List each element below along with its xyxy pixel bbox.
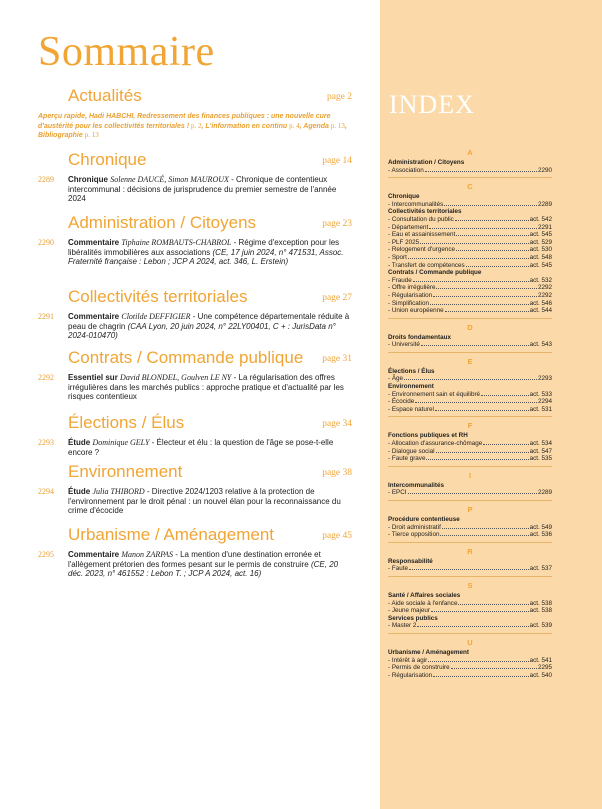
section [38,213,352,267]
article-title: - La mention d'une destination erronée et l'allègement prétorien des formes pesant sur le permis de construire [68,550,321,569]
section-header [38,525,352,547]
article-type: Commentaire [68,550,120,559]
index-entry[interactable] [388,201,552,209]
section-title[interactable]: Urbanisme / Aménagement [68,525,274,544]
index-entry-label: - Master 2 [388,622,417,630]
index-entry-ref: 2293 [537,375,552,383]
index-entry[interactable] [388,231,552,239]
index-entry[interactable] [388,607,552,615]
section-header [38,348,352,370]
article-number: 2292 [38,373,54,382]
index-entry[interactable] [388,600,552,608]
index-entry[interactable] [388,300,552,308]
section-page[interactable]: page 31 [322,354,352,364]
actualites-text: Aperçu rapide, Hadi HABCHI, Redressement des finances publiques : une nouvelle cure d'austérité pour les collectivités territoriales ! [38,113,331,130]
index-entry[interactable] [388,440,552,448]
index-entry-ref: 2295 [537,664,552,672]
index-entry-ref: act. 533 [529,390,552,398]
page-ref[interactable]: p. 2 [191,121,202,130]
article-authors: Clotilde DEFFIGIER [121,312,191,321]
article-number: 2290 [38,238,54,247]
article-authors: David BLONDEL, Goulven LE NY [120,373,232,382]
actualites-text: , Bibliographie [38,122,347,140]
section [38,150,352,204]
index-entry-label: - Aide sociale à l'enfance [388,599,458,607]
divider [388,633,552,634]
index-entry-ref: act. 539 [529,622,552,630]
leader-dots [428,661,528,662]
index-entry-ref: act. 537 [529,565,552,573]
section-title[interactable]: Administration / Citoyens [68,213,257,232]
index-topic: Urbanisme / Aménagement [388,648,469,656]
leader-dots [429,228,537,229]
index-entry-ref: 2289 [537,200,552,208]
index-entry[interactable] [388,246,552,254]
article-authors: Manon ZARPAS [121,550,173,559]
index-entry-ref: act. 534 [529,440,552,448]
article-number: 2291 [38,312,54,321]
index-letter: R [467,546,473,556]
index-entry-label: - Eau et assainissement [388,231,456,239]
index-entry[interactable] [388,254,552,262]
index-topic: Contrats / Commande publique [388,269,482,277]
section-header [38,287,352,309]
leader-dots [442,528,529,529]
leader-dots [415,402,537,403]
section-title[interactable]: Environnement [68,462,183,481]
index-entry[interactable] [388,664,552,672]
index-topic: Services publics [388,614,438,622]
index-entry-ref: act. 546 [529,299,552,307]
actualites-summary [38,113,352,141]
article-authors: Solenne DAUCÉ, Simon MAUROUX [110,175,229,184]
leader-dots [458,604,528,605]
article-title: - La régularisation des offres irrégulières dans les marchés publics : approche pratique et d'actualité par les risques contentieux [68,373,344,401]
index-letter: E [467,356,473,366]
index-entry[interactable] [388,262,552,270]
section [38,525,352,579]
index-entry-label: - Consultation du public [388,215,454,223]
index-entry-ref: act. 532 [529,276,552,284]
index-entry-label: - Allocation d'assurance-chômage [388,440,483,448]
section-title[interactable]: Élections / Élus [68,413,185,432]
index-entry-ref: act. 541 [529,656,552,664]
index-entry[interactable] [388,284,552,292]
section-page[interactable]: page 27 [322,293,352,303]
section-page[interactable]: page 38 [322,468,352,478]
index-entry[interactable] [388,239,552,247]
index-entry-ref: 2292 [537,291,552,299]
index-entry-ref: 2292 [537,284,552,292]
section [38,413,352,457]
leader-dots [433,296,537,297]
leader-dots [431,611,529,612]
divider [388,500,552,501]
index-entry[interactable] [388,216,552,224]
index-entry[interactable] [388,672,552,680]
leader-dots [451,668,537,669]
section-actualites [38,86,352,141]
index-entry-label: - Dialogue social [388,447,435,455]
page-ref[interactable]: p. 13 [330,121,345,130]
index-entry-ref: act. 542 [529,215,552,223]
article-authors: Tiphaine ROMBAUTS-CHABROL [121,238,232,247]
page-ref[interactable]: p. 4 [289,121,300,130]
index-title: INDEX [389,90,475,119]
index-entry-ref: act. 545 [529,261,552,269]
index-entry-label: - Association [388,166,424,174]
article-type: Étude [68,438,91,447]
leader-dots [420,243,528,244]
index-letter: U [467,637,473,647]
divider [388,466,552,467]
index-entry-label: - Droit administratif [388,523,441,531]
index-entry-ref: act. 531 [529,405,552,413]
index-entry[interactable] [388,448,552,456]
index-letter: D [467,322,473,332]
index-entry[interactable] [388,531,552,539]
leader-dots [455,220,529,221]
index-entry-label: - Permis de construire [388,664,450,672]
divider [388,177,552,178]
leader-dots [413,281,529,282]
index-entry[interactable] [388,489,552,497]
article-entry[interactable] [38,238,352,267]
leader-dots [456,235,528,236]
leader-dots [433,676,528,677]
index-entry[interactable] [388,565,552,573]
index-entry[interactable] [388,292,552,300]
index-entry[interactable] [388,455,552,463]
section-page[interactable]: page 45 [322,531,352,541]
leader-dots [436,288,537,289]
article-number: 2294 [38,487,54,496]
article-title: - Régime d'exception pour les libéralités immobilières aux associations [68,238,340,257]
index-entry[interactable] [388,622,552,630]
index-entry-label: - Fraude [388,276,412,284]
divider [388,318,552,319]
article-entry[interactable] [38,438,352,457]
article-entry[interactable] [38,373,352,402]
leader-dots [417,626,528,627]
index-letter: F [467,421,473,431]
index-entry-label: - PLF 2025 [388,238,420,246]
section-page[interactable]: page 23 [322,219,352,229]
article-type: Essentiel sur [68,373,118,382]
leader-dots [408,258,529,259]
index-entry-label: - Régularisation [388,291,433,299]
article-authors: Dominique GELY [92,438,150,447]
leader-dots [425,171,537,172]
index-entry-label: - Faute [388,565,408,573]
article-type: Étude [68,487,91,496]
article-entry[interactable] [38,487,352,516]
leader-dots [404,379,537,380]
index-entry-ref: 2294 [537,398,552,406]
index-entry-label: - Régularisation [388,671,433,679]
index-letter: C [467,182,473,192]
index-topic: Procédure contentieuse [388,516,460,523]
index-entry-label: - Intérêt à agir [388,656,428,664]
index-entry-label: - Université [388,341,420,349]
index-entry[interactable] [388,224,552,232]
article-entry[interactable] [38,312,352,341]
section-title[interactable]: Actualités [68,86,142,105]
actualites-text: , L'information en continu [201,122,288,130]
index-entry-label: - Simplification [388,299,429,307]
leader-dots [436,452,529,453]
index-topic: Santé / Affaires sociales [388,591,461,599]
divider [388,352,552,353]
leader-dots [430,304,529,305]
index-entry-ref: 2291 [537,223,552,231]
index-topic: Responsabilité [388,557,433,565]
article-reference: (CE, 20 déc. 2023, n° 461552 : Lebon T. ; JCP A 2024, act. 16) [68,559,339,578]
article-entry[interactable] [38,550,352,579]
article-number: 2295 [38,550,54,559]
index-entry-label: - Sport [388,253,407,261]
article-number: 2289 [38,175,54,184]
index-topic: Environnement [388,383,434,391]
index-entry-label: - Espace naturel [388,405,434,413]
index-entry-ref: act. 544 [529,307,552,315]
page-ref[interactable]: p. 13 [84,131,99,140]
index-entry[interactable] [388,524,552,532]
index-entry-label: - Transfert de compétences [388,261,465,269]
index-entry-label: - Offre irrégulière [388,284,436,292]
section-title[interactable]: Collectivités territoriales [68,287,248,306]
section [38,287,352,341]
index-entry-label: - Tierce opposition [388,531,440,539]
index-entry-ref: act. 529 [529,238,552,246]
section-title[interactable]: Chronique [68,150,147,169]
index-entry[interactable] [388,375,552,383]
index-entry-label: - Intercommunalités [388,200,444,208]
article-type: Chronique [68,175,108,184]
index-topic: Administration / Citoyens [388,159,465,166]
index-letter: A [467,148,473,157]
index-topic: Élections / Élus [388,367,435,375]
article-type: Commentaire [68,312,120,321]
index-entry-ref: act. 536 [529,531,552,539]
divider [388,576,552,577]
index-entry[interactable] [388,307,552,315]
index-entry-label: - Relogement d'urgence [388,246,456,254]
leader-dots [444,205,537,206]
article-reference: (CE, 17 juin 2024, n° 471531, Assoc. Fraternité française : Lebon ; JCP A 2024, act. 346, L. Erstein) [68,247,344,266]
index-letter: S [467,580,473,590]
leader-dots [408,493,537,494]
index-entry-ref: act. 530 [529,246,552,254]
index-topic: Chronique [388,193,420,201]
leader-dots [421,345,529,346]
article-entry[interactable] [38,175,352,204]
index-topic: Fonctions publiques et RH [388,432,468,440]
section-header [38,462,352,484]
index-entry-label: - Union européenne [388,307,444,315]
section-page[interactable]: page 14 [322,156,352,166]
article-type: Commentaire [68,238,120,247]
index-entry-label: - Faute grave [388,455,426,463]
divider [388,542,552,543]
article-authors: Julia THIBORD [92,487,145,496]
index-entry[interactable] [388,277,552,285]
index-entry-ref: act. 535 [529,455,552,463]
leader-dots [456,250,529,251]
index-entry-ref: act. 543 [529,341,552,349]
article-title: - Chronique de contentieux intercommunal : décisions de jurisprudence du premier semestre de l'année 2024 [68,175,337,203]
index-entry-ref: act. 540 [529,671,552,679]
section-header [38,213,352,235]
article-number: 2293 [38,438,54,447]
leader-dots [435,410,529,411]
article-title: - Une compétence départementale réduite à peau de chagrin [68,312,350,331]
article-reference: (CAA Lyon, 20 juin 2024, n° 22LY00401, C + : JurisData n° 2024-010470) [68,321,336,340]
index-entry-label: - Jeune majeur [388,607,430,615]
leader-dots [426,459,528,460]
leader-dots [440,535,528,536]
index-topic: Intercommunalités [388,481,444,489]
section [38,462,352,516]
index-entry-label: - Écocide [388,398,415,406]
page-title: Sommaire [38,29,215,75]
index-letter: P [467,505,473,514]
section-header [38,86,352,108]
index-entry-ref: act. 548 [529,253,552,261]
section-header [38,150,352,172]
leader-dots [481,395,529,396]
index-entry[interactable] [388,167,552,175]
index-entry-ref: act. 545 [529,231,552,239]
leader-dots [445,311,529,312]
index-entry[interactable] [388,406,552,414]
index-list [388,146,552,679]
index-entry-ref: act. 549 [529,523,552,531]
index-entry-ref: 2290 [537,166,552,174]
leader-dots [483,444,528,445]
article-title: - Directive 2024/1203 relative à la protection de l'environnement par le droit pénal : un nouvel élan pour la reconnaissance du crime d'écocide [68,487,341,515]
index-entry-ref: 2289 [537,489,552,497]
index-entry-label: - Département [388,223,429,231]
leader-dots [409,569,529,570]
index-entry[interactable] [388,398,552,406]
divider [388,416,552,417]
index-entry-label: - Âge [388,375,404,383]
section [38,348,352,402]
section-header [38,413,352,435]
section-title[interactable]: Contrats / Commande publique [68,348,304,367]
index-topic: Collectivités territoriales [388,208,462,216]
section-page[interactable]: page 2 [326,92,352,102]
index-entry[interactable] [388,657,552,665]
actualites-text: , Agenda [299,122,329,130]
index-entry-label: - EPCI [388,489,407,497]
index-entry-ref: act. 538 [529,599,552,607]
index-entry[interactable] [388,341,552,349]
section-page[interactable]: page 34 [322,419,352,429]
index-entry-ref: act. 547 [529,447,552,455]
index-entry-ref: act. 538 [529,607,552,615]
article-title: - Électeur et élu : la question de l'âge se pose-t-elle encore ? [68,438,334,457]
index-topic: Droits fondamentaux [388,333,451,341]
index-letter: I [468,470,472,480]
index-entry-label: - Environnement sain et équilibré [388,390,481,398]
leader-dots [466,266,529,267]
